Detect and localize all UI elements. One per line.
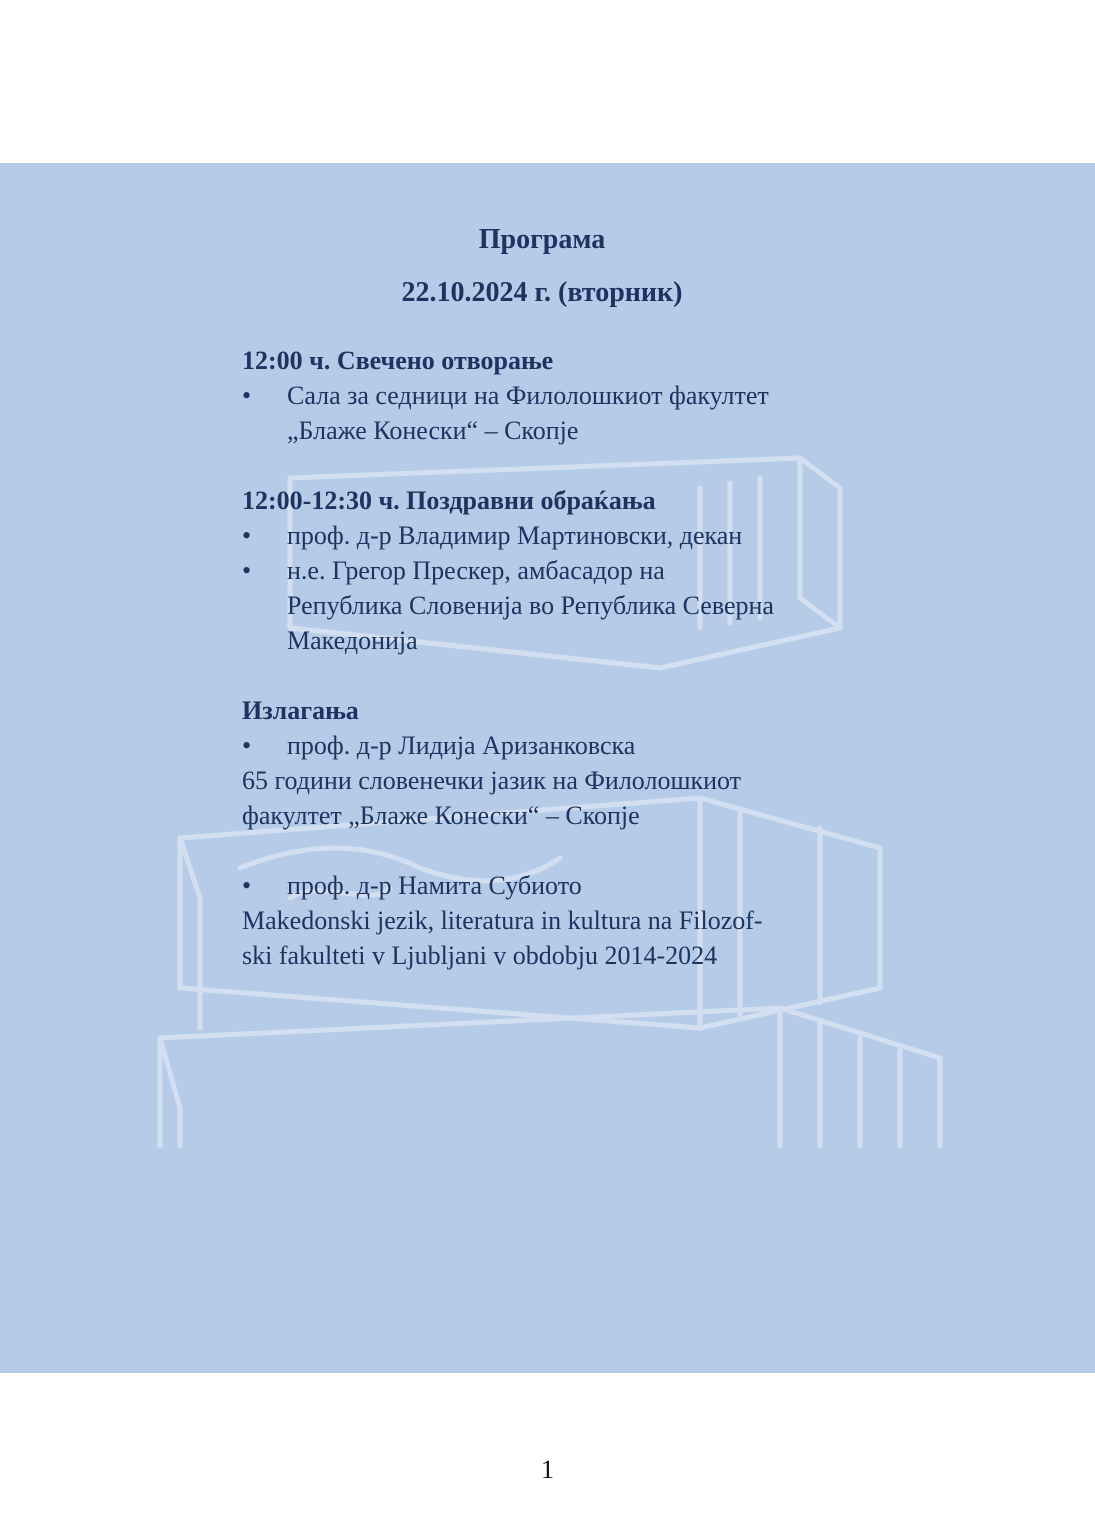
bullet-icon: •	[242, 381, 252, 410]
opening-section	[242, 343, 862, 448]
list-item	[242, 378, 862, 448]
greetings-heading: 12:00-12:30 ч. Поздравни обраќања	[242, 486, 656, 515]
opening-heading: 12:00 ч. Свечено отворање	[242, 346, 554, 375]
greeting-speaker	[287, 553, 862, 658]
bullet-icon: •	[242, 521, 252, 550]
speaker-line: Македонија	[287, 626, 418, 655]
venue-line: „Блаже Конески“ – Скопје	[287, 416, 579, 445]
bullet-icon: •	[242, 556, 252, 585]
talk-title-line: факултет „Блаже Конески“ – Скопје	[242, 801, 640, 830]
program-date: 22.10.2024 г. (вторник)	[401, 277, 683, 308]
talk-title-line: ski fakulteti v Ljubljani v obdobju 2014-2024	[242, 941, 718, 970]
talk2-block	[242, 868, 862, 973]
talks-heading: Излагања	[242, 696, 359, 725]
speaker-line: н.е. Грегор Прескер, амбасадор на	[287, 556, 665, 585]
list-item	[242, 553, 862, 658]
list-item	[242, 728, 862, 763]
talk-speaker: проф. д-р Намита Субиото	[287, 871, 582, 900]
list-item	[242, 518, 862, 553]
talks-section	[242, 693, 862, 833]
opening-venue	[287, 378, 862, 448]
list-item	[242, 868, 862, 903]
talk-title-line: 65 години словенечки јазик на Филолошкиот	[242, 766, 742, 795]
bullet-icon: •	[242, 731, 252, 760]
venue-line: Сала за седници на Филолошкиот факултет	[287, 381, 769, 410]
greeting-speaker: проф. д-р Владимир Мартиновски, декан	[287, 521, 743, 550]
greetings-section	[242, 483, 862, 658]
page-number: 1	[541, 1455, 554, 1484]
bullet-icon: •	[242, 871, 252, 900]
talk-speaker: проф. д-р Лидија Аризанковска	[287, 731, 636, 760]
speaker-line: Република Словенија во Република Северна	[287, 591, 774, 620]
program-title: Програма	[478, 224, 606, 255]
talk-title-line: Makedonski jezik, literatura in kultura na Filozof-	[242, 906, 763, 935]
program-panel	[0, 163, 1095, 1373]
